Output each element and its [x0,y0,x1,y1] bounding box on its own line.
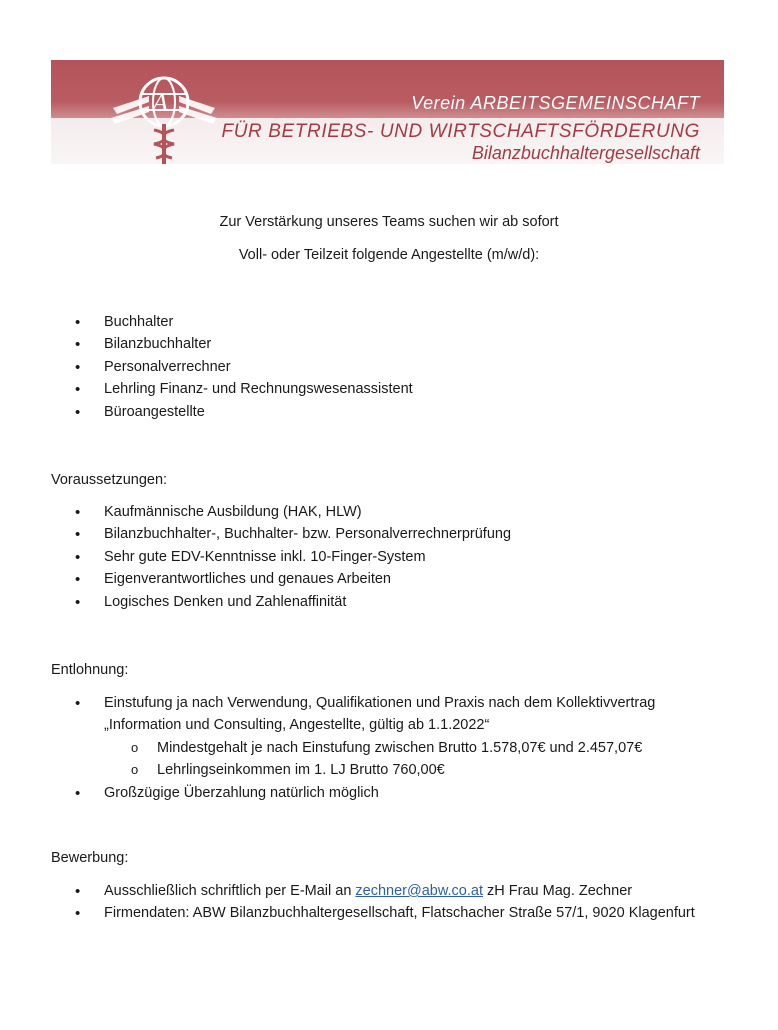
email-suffix: zH Frau Mag. Zechner [487,883,633,899]
list-item: • Bilanzbuchhalter [51,334,731,356]
list-item: • Kaufmännische Ausbildung (HAK, HLW) [51,502,731,524]
email-link[interactable]: zechner@abw.co.at [355,883,483,899]
list-item: • Bilanzbuchhalter-, Buchhalter- bzw. Personalverrechnerprüfung [51,524,731,546]
positions-list [51,312,731,424]
list-item: • Sehr gute EDV-Kenntnisse inkl. 10-Finger-System [51,547,731,569]
list-item: • Firmendaten: ABW Bilanzbuchhaltergesellschaft, Flatschacher Straße 57/1, 9020 Klagenfurt [51,903,731,925]
list-item: • Lehrling Finanz- und Rechnungswesenassistent [51,379,731,401]
intro-line-2: Voll- oder Teilzeit folgende Angestellte (m/w/d): [238,247,540,263]
application-heading: Bewerbung: [51,850,129,866]
salary-main-line-1: • Einstufung ja nach Verwendung, Qualifikationen und Praxis nach dem Kollektivvertrag [104,695,656,711]
list-item: • Eigenverantwortliches und genaues Arbeiten [51,569,731,591]
header-line-3: Bilanzbuchhaltergesellschaft [471,143,700,163]
abw-globe-caduceus-logo-icon [109,64,219,164]
application-list [51,881,731,926]
requirements-heading: Voraussetzungen: [51,472,168,488]
list-item: • Personalverrechner [51,357,731,379]
list-item: • Großzügige Überzahlung natürlich möglich [51,783,731,805]
svg-text:A: A [153,91,169,116]
header-banner [51,60,724,164]
sub-list-item: o Lehrlingseinkommen im 1. LJ Brutto 760,00€ [104,760,731,782]
intro-line-1: Zur Verstärkung unseres Teams suchen wir ab sofort [219,214,559,230]
sub-list-item: o Mindestgehalt je nach Einstufung zwischen Brutto 1.578,07€ und 2.457,07€ [104,738,731,760]
salary-list [51,693,731,805]
salary-main-line-2: „Information und Consulting, Angestellte, gültig ab 1.1.2022“ [104,717,490,734]
list-item [51,693,731,783]
salary-heading: Entlohnung: [51,662,129,678]
salary-sub-list [104,738,731,783]
list-item: • Büroangestellte [51,402,731,424]
list-item: • Buchhalter [51,312,731,334]
header-line-2: FÜR BETRIEBS- UND WIRTSCHAFTSFÖRDERUNG [221,121,700,142]
list-item [51,881,731,903]
requirements-list [51,502,731,614]
email-prefix: Ausschließlich schriftlich per E-Mail an [104,883,352,899]
header-line-1: Verein ARBEITSGEMEINSCHAFT [411,93,700,113]
list-item: • Logisches Denken und Zahlenaffinität [51,592,731,614]
